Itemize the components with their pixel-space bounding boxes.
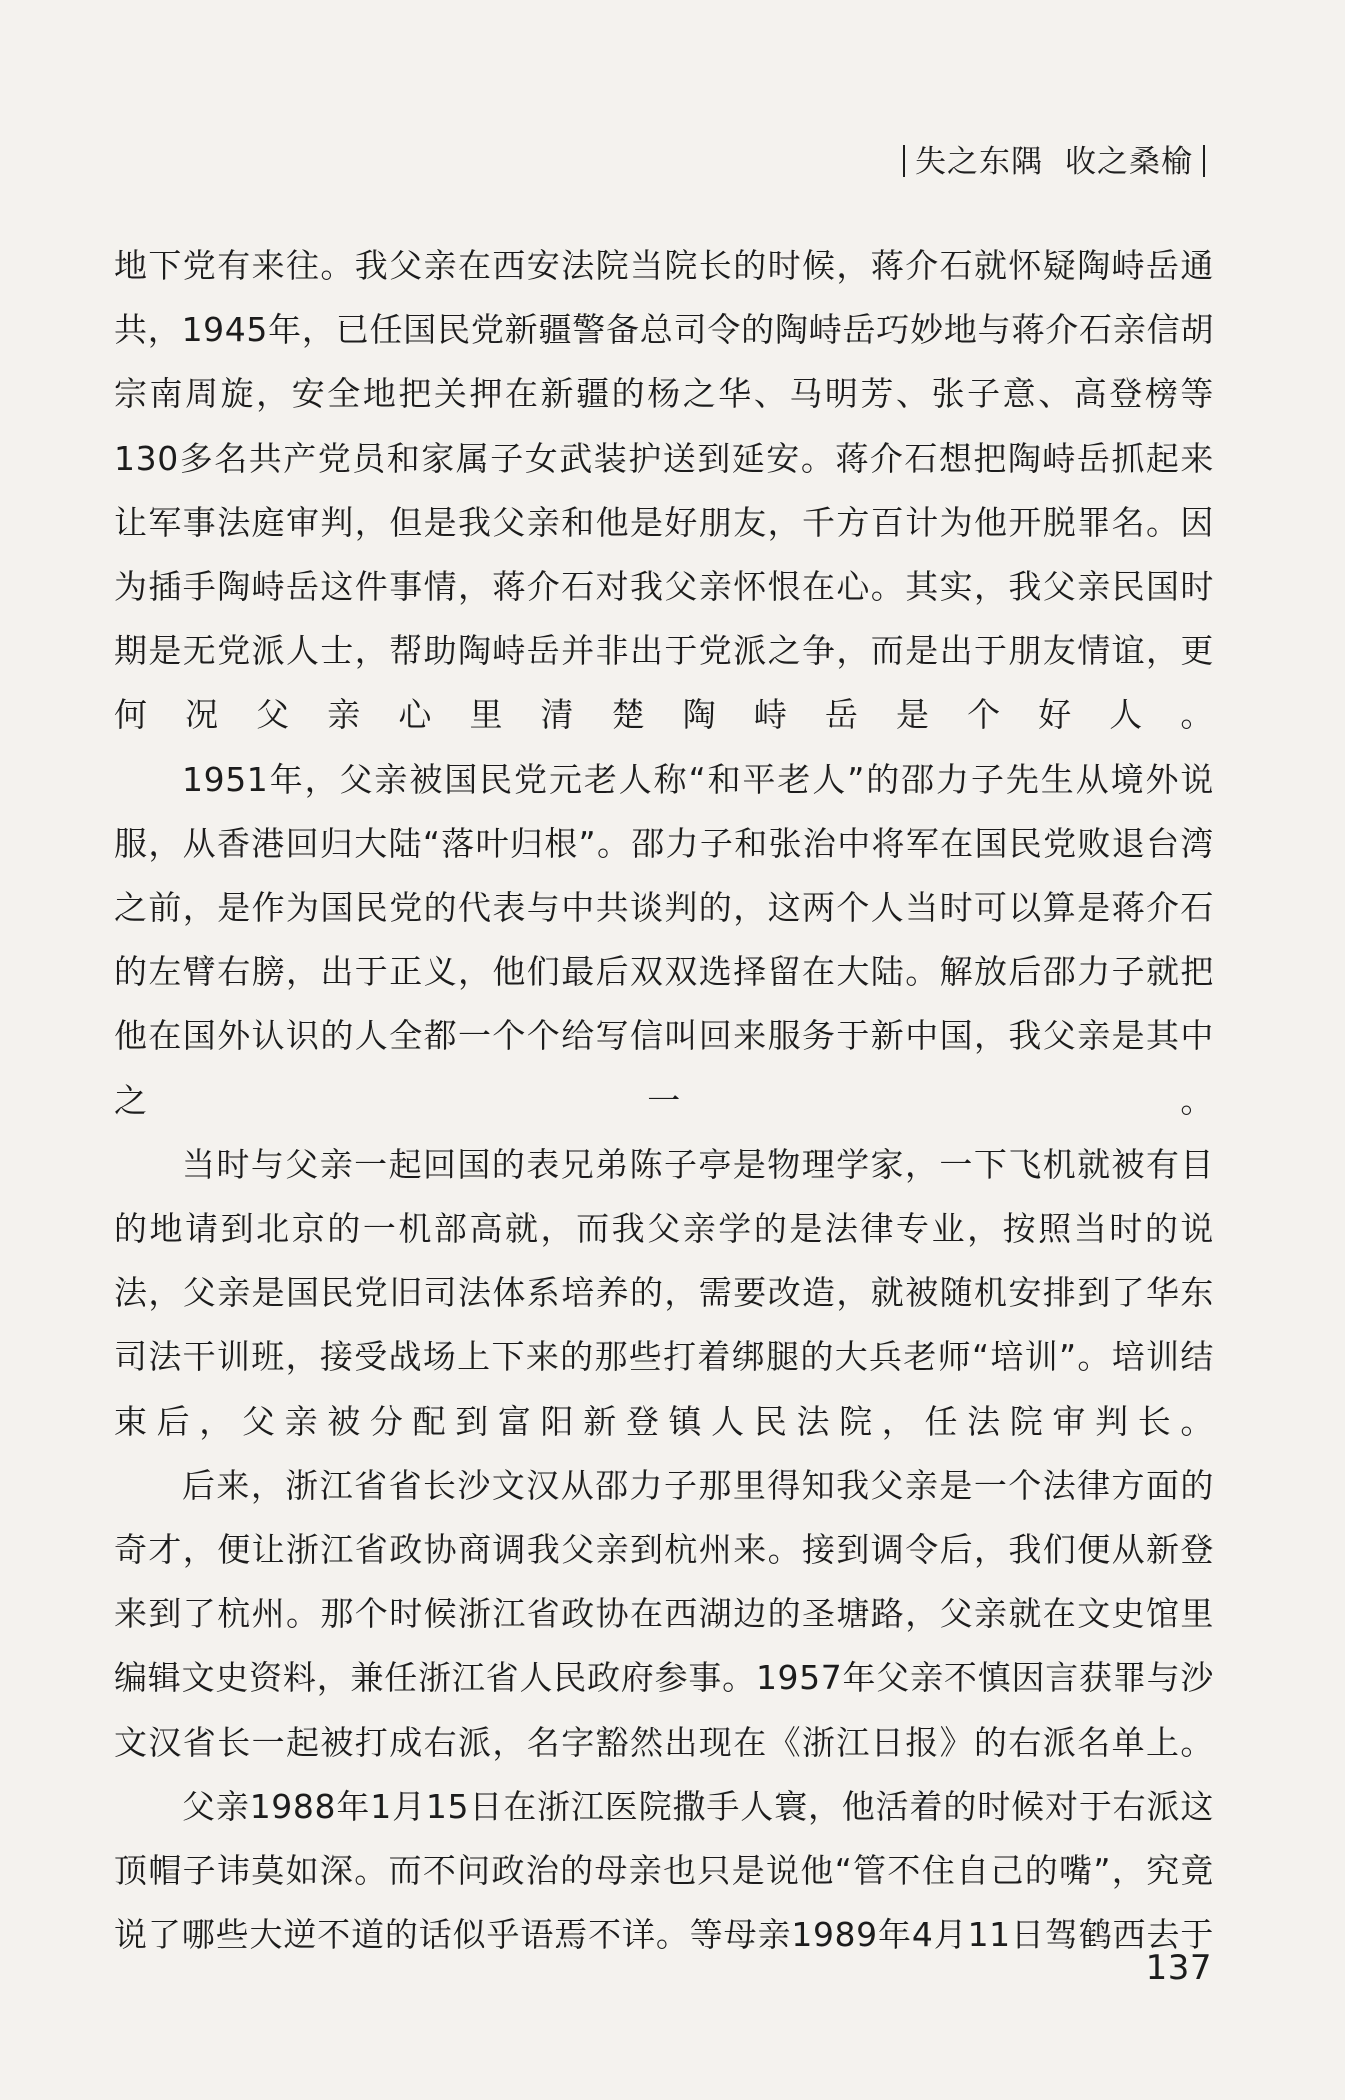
header-left-bar bbox=[903, 145, 905, 177]
paragraph-4: 后来，浙江省省长沙文汉从邵力子那里得知我父亲是一个法律方面的奇才，便让浙江省政协商调我父亲到杭州来。接到调令后，我们便从新登来到了杭州。那个时候浙江省政协在西湖边的圣塘路，父亲就在文史馆里编辑文史资料，兼任浙江省人民政府参事。1957年父亲不慎因言获罪与沙文汉省长一起被打成右派，名字豁然出现在《浙江日报》的右派名单上。 bbox=[114, 1465, 1214, 1762]
page-number: 137 bbox=[1145, 1948, 1212, 1988]
paragraph-5: 父亲1988年1月15日在浙江医院撒手人寰，他活着的时候对于右派这顶帽子讳莫如深。而不问政治的母亲也只是说他“管不住自己的嘴”，究竟说了哪些大逆不道的话似乎语焉不详。等母亲1989年4月11日驾鹤西去于 bbox=[114, 1786, 1214, 1955]
header-right-bar bbox=[1203, 145, 1205, 177]
header-title-part2: 收之桑榆 bbox=[1065, 144, 1193, 180]
running-header bbox=[893, 136, 1215, 181]
paragraph-3: 当时与父亲一起回国的表兄弟陈子亭是物理学家，一下飞机就被有目的地请到北京的一机部高就，而我父亲学的是法律专业，按照当时的说法，父亲是国民党旧司法体系培养的，需要改造，就被随机安排到了华东司法干训班，接受战场上下来的那些打着绑腿的大兵老师“培训”。培训结束后，父亲被分配到富阳新登镇人民法院，任法院审判长。 bbox=[114, 1144, 1214, 1441]
paragraph-2: 1951年，父亲被国民党元老人称“和平老人”的邵力子先生从境外说服，从香港回归大陆“落叶归根”。邵力子和张治中将军在国民党败退台湾之前，是作为国民党的代表与中共谈判的，这两个人当时可以算是蒋介石的左臂右膀，出于正义，他们最后双双选择留在大陆。解放后邵力子就把他在国外认识的人全都一个个给写信叫回来服务于新中国，我父亲是其中之一。 bbox=[114, 759, 1214, 1120]
header-title-part1: 失之东隅 bbox=[915, 144, 1043, 180]
body-text bbox=[114, 234, 1214, 1967]
paragraph-1: 地下党有来往。我父亲在西安法院当院长的时候，蒋介石就怀疑陶峙岳通共，1945年，已任国民党新疆警备总司令的陶峙岳巧妙地与蒋介石亲信胡宗南周旋，安全地把关押在新疆的杨之华、马明芳、张子意、高登榜等130多名共产党员和家属子女武装护送到延安。蒋介石想把陶峙岳抓起来让军事法庭审判，但是我父亲和他是好朋友，千方百计为他开脱罪名。因为插手陶峙岳这件事情，蒋介石对我父亲怀恨在心。其实，我父亲民国时期是无党派人士，帮助陶峙岳并非出于党派之争，而是出于朋友情谊，更何况父亲心里清楚陶峙岳是个好人。 bbox=[114, 246, 1214, 735]
